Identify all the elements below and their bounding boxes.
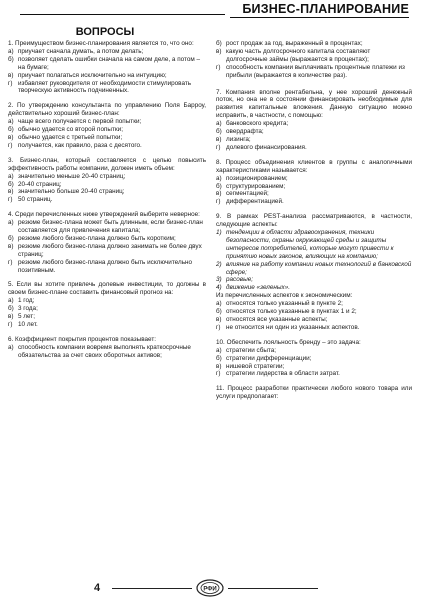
answer-option xyxy=(8,56,206,72)
right-column xyxy=(216,40,412,408)
option-marker: г) xyxy=(8,79,13,87)
answer-option xyxy=(8,134,206,142)
option-marker: а) xyxy=(8,47,14,55)
answer-option xyxy=(216,229,412,261)
option-marker: г) xyxy=(216,370,221,378)
answer-list xyxy=(8,118,206,150)
option-marker: б) xyxy=(216,40,222,47)
answer-option xyxy=(216,175,412,183)
answer-option xyxy=(216,40,412,48)
option-text: позиционированием; xyxy=(226,174,288,182)
answer-option xyxy=(216,284,412,292)
option-marker: г) xyxy=(8,141,13,149)
answer-list xyxy=(8,344,206,360)
question-block xyxy=(216,159,412,206)
option-marker: в) xyxy=(216,135,222,143)
option-text: расовые; xyxy=(226,276,254,284)
option-text: обычно удается с третьей попытки; xyxy=(18,133,123,141)
question-text: 9. В рамках PEST-анализа рассматриваются, в частности, следующие аспекты: xyxy=(216,213,412,229)
answer-option xyxy=(8,305,206,313)
option-marker: в) xyxy=(8,71,14,79)
option-text: стратегии лидерства в области затрат. xyxy=(226,370,340,378)
publisher-logo-icon xyxy=(196,579,224,597)
option-text: 5 лет; xyxy=(18,313,35,321)
option-text: приучает сначала думать, а потом делать; xyxy=(18,47,144,55)
answer-option xyxy=(8,188,206,196)
option-marker: в) xyxy=(216,316,222,323)
answer-option xyxy=(8,321,206,329)
option-marker: г) xyxy=(8,196,13,204)
option-marker: б) xyxy=(216,182,222,190)
answer-list xyxy=(216,300,412,332)
option-text: резюме любого бизнес-плана должно занимать не более двух страниц; xyxy=(18,242,202,258)
option-text: долевого финансирования. xyxy=(226,143,307,151)
option-marker: а) xyxy=(8,219,14,227)
question-note: Из перечисленных аспектов к экономическим: xyxy=(216,292,353,300)
question-block xyxy=(8,336,206,360)
answer-option xyxy=(216,64,412,80)
option-marker: в) xyxy=(216,190,222,198)
option-marker: а) xyxy=(216,346,222,354)
footer-rule-right xyxy=(228,588,318,589)
answer-option xyxy=(8,313,206,321)
question-text: 7. Компания вполне рентабельна, у нее хороший денежный поток, но она не в состоянии финансировать необходимые для развития капитальные вложения. Данную ситуацию можно исправить, в частности, с помощью: xyxy=(216,88,412,120)
answer-option xyxy=(216,316,412,324)
option-text: влияние на работу компании новых технологий в банковской сфере; xyxy=(226,260,412,276)
question-block xyxy=(216,89,412,152)
header-rule-left xyxy=(20,14,225,15)
option-text: какую часть долгосрочного капитала составляют долгосрочные займы (выражается в процентах); xyxy=(226,47,371,63)
option-text: дифферентиацией. xyxy=(226,198,284,206)
answer-option xyxy=(216,261,412,277)
question-text: 8. Процесс объединения клиентов в группы с аналогичными характеристиками называется: xyxy=(216,158,412,174)
answer-option xyxy=(216,370,412,378)
option-text: обычно удается со второй попытки; xyxy=(18,126,123,134)
option-marker: б) xyxy=(8,55,14,63)
option-marker: б) xyxy=(216,308,222,316)
option-marker: г) xyxy=(216,63,221,71)
question-text: 10. Обеспечить лояльность бренду – это задача: xyxy=(216,338,361,346)
answer-option xyxy=(8,297,206,305)
option-marker: б) xyxy=(8,305,14,313)
question-block xyxy=(216,40,412,80)
option-text: 50 страниц. xyxy=(18,196,53,204)
question-text: 3. Бизнес-план, который составляется с целью повысить эффективность работы компании, должен иметь объем: xyxy=(8,156,206,172)
question-block xyxy=(216,213,412,332)
answer-option xyxy=(216,324,412,332)
answer-option xyxy=(8,48,206,56)
answer-option xyxy=(8,235,206,243)
option-marker: а) xyxy=(8,172,14,180)
option-text: овердрафта; xyxy=(226,128,264,136)
answer-list xyxy=(216,40,412,80)
option-marker: в) xyxy=(8,313,14,321)
answer-option xyxy=(216,128,412,136)
question-text: 4. Среди перечисленных ниже утверждений выберите неверное: xyxy=(8,211,200,219)
option-text: 1 год; xyxy=(18,297,35,305)
option-text: избавляет руководителя от необходимости стимулировать творческую активность подчиненных. xyxy=(18,79,192,95)
question-text: 1. Преимуществом бизнес-планирования является то, что оно: xyxy=(8,40,194,47)
option-text: чаще всего получается с первой попытки; xyxy=(18,118,142,126)
option-text: стратегии дифференциации; xyxy=(226,354,312,362)
answer-list xyxy=(216,120,412,152)
option-text: относятся только указанный в пункте 2; xyxy=(226,300,343,308)
option-text: значительно меньше 20-40 страниц; xyxy=(18,172,126,180)
option-marker: в) xyxy=(8,133,14,141)
option-marker: г) xyxy=(8,258,13,266)
option-marker: в) xyxy=(216,47,222,55)
option-text: резюме любого бизнес-плана должно быть исключительно позитивным. xyxy=(18,258,193,274)
option-text: способность компании вовремя выполнять краткосрочные обязательства за счет своих оборотных активов; xyxy=(18,343,191,359)
answer-option xyxy=(216,300,412,308)
option-marker: а) xyxy=(216,300,222,308)
option-text: резюме бизнес-плана может быть длинным, если бизнес-план составляется для привлечения капитала; xyxy=(18,219,203,235)
option-marker: 3) xyxy=(216,276,222,284)
header-rule-right xyxy=(230,17,409,18)
option-marker: г) xyxy=(216,143,221,151)
option-marker: 2) xyxy=(216,260,222,268)
option-text: нишевой стратегии; xyxy=(226,362,285,370)
option-text: тенденции в области здравоохранения, техники безопасности, охраны окружающей среды и защиты интересов потребителей, которые могут привести к принятию новых законов, влияющих на компанию; xyxy=(226,229,394,260)
option-text: не относится ни один из указанных аспектов. xyxy=(226,323,360,331)
question-text: 2. По утверждению консультанта по управлению Поля Барроу, действительно хороший бизнес-план: xyxy=(8,102,206,118)
question-block xyxy=(8,40,206,95)
option-text: банковского кредита; xyxy=(226,120,289,128)
answer-option xyxy=(216,48,412,64)
answer-list xyxy=(216,229,412,292)
answer-list xyxy=(8,48,206,95)
option-marker: а) xyxy=(216,174,222,182)
option-text: резюме любого бизнес-плана должно быть коротким; xyxy=(18,234,176,242)
option-text: сегментацией; xyxy=(226,190,269,198)
option-marker: в) xyxy=(8,242,14,250)
option-marker: в) xyxy=(8,188,14,196)
question-text: 6. Коэффициент покрытия процентов показывает: xyxy=(8,335,157,343)
answer-option xyxy=(8,118,206,126)
option-text: относятся все указанные аспекты; xyxy=(226,316,328,323)
option-text: позволяет сделать ошибки сначала на самом деле, а потом – на бумаге; xyxy=(18,55,201,71)
option-text: значительно больше 20-40 страниц; xyxy=(18,188,125,196)
option-marker: 1) xyxy=(216,229,222,237)
answer-list xyxy=(8,297,206,329)
answer-option xyxy=(8,259,206,275)
option-text: получается, как правило, раза с десятого. xyxy=(18,141,142,149)
question-text: 5. Если вы хотите привлечь долевые инвестиции, то должны в своем бизнес-плане составить финансовый прогноз на: xyxy=(8,281,206,297)
section-title: ВОПРОСЫ xyxy=(75,26,135,38)
option-text: стратегии сбыта; xyxy=(226,346,277,354)
option-marker: г) xyxy=(8,321,13,328)
option-marker: а) xyxy=(8,343,14,351)
option-marker: 4) xyxy=(216,284,222,292)
option-marker: в) xyxy=(216,362,222,370)
answer-list xyxy=(8,173,206,205)
question-block xyxy=(8,211,206,274)
answer-option xyxy=(8,80,206,96)
option-text: 20-40 страниц; xyxy=(18,180,62,188)
footer-rule-left xyxy=(112,588,192,589)
answer-option xyxy=(8,126,206,134)
answer-list xyxy=(216,347,412,379)
option-marker: б) xyxy=(216,128,222,136)
answer-option xyxy=(8,72,206,80)
question-block xyxy=(8,157,206,204)
answer-list xyxy=(8,219,206,274)
option-marker: а) xyxy=(8,297,14,305)
answer-option xyxy=(216,120,412,128)
option-marker: а) xyxy=(216,120,222,128)
option-marker: б) xyxy=(8,180,14,188)
answer-list xyxy=(216,175,412,207)
question-text: 11. Процесс разработки практически любого нового товара или услуги предполагает: xyxy=(216,385,412,401)
left-column xyxy=(8,40,206,367)
option-text: 3 года; xyxy=(18,305,38,313)
running-header-title: БИЗНЕС-ПЛАНИРОВАНИЕ xyxy=(242,2,409,16)
answer-option xyxy=(216,136,412,144)
option-text: движение «зеленых». xyxy=(226,284,290,292)
question-block xyxy=(8,102,206,149)
option-text: структурированием; xyxy=(226,182,286,190)
answer-option xyxy=(216,308,412,316)
answer-option xyxy=(8,344,206,360)
answer-option xyxy=(8,173,206,181)
option-marker: г) xyxy=(216,323,221,331)
option-text: относятся только указанные в пунктах 1 и 2; xyxy=(226,308,357,316)
option-marker: б) xyxy=(8,126,14,134)
question-block xyxy=(216,339,412,379)
answer-option xyxy=(8,219,206,235)
option-marker: г) xyxy=(216,198,221,206)
answer-option xyxy=(216,144,412,152)
page-number: 4 xyxy=(94,582,101,594)
option-text: 10 лет. xyxy=(18,321,38,328)
answer-option xyxy=(8,196,206,204)
question-block xyxy=(216,385,412,401)
answer-option xyxy=(216,198,412,206)
answer-option xyxy=(216,347,412,355)
option-text: способность компании выплачивать процентные платежи из прибыли (выражается в количестве раз). xyxy=(226,63,405,79)
logo-text: РФИ xyxy=(203,586,217,593)
option-text: лизинга; xyxy=(226,135,251,143)
option-marker: а) xyxy=(8,118,14,126)
question-block xyxy=(8,281,206,328)
option-marker: б) xyxy=(8,234,14,242)
answer-option xyxy=(8,243,206,259)
answer-option xyxy=(216,355,412,363)
option-marker: б) xyxy=(216,354,222,362)
option-text: приучает полагаться исключительно на интуицию; xyxy=(18,71,167,79)
option-text: рост продаж за год, выраженный в процентах; xyxy=(226,40,363,47)
answer-option xyxy=(8,142,206,150)
